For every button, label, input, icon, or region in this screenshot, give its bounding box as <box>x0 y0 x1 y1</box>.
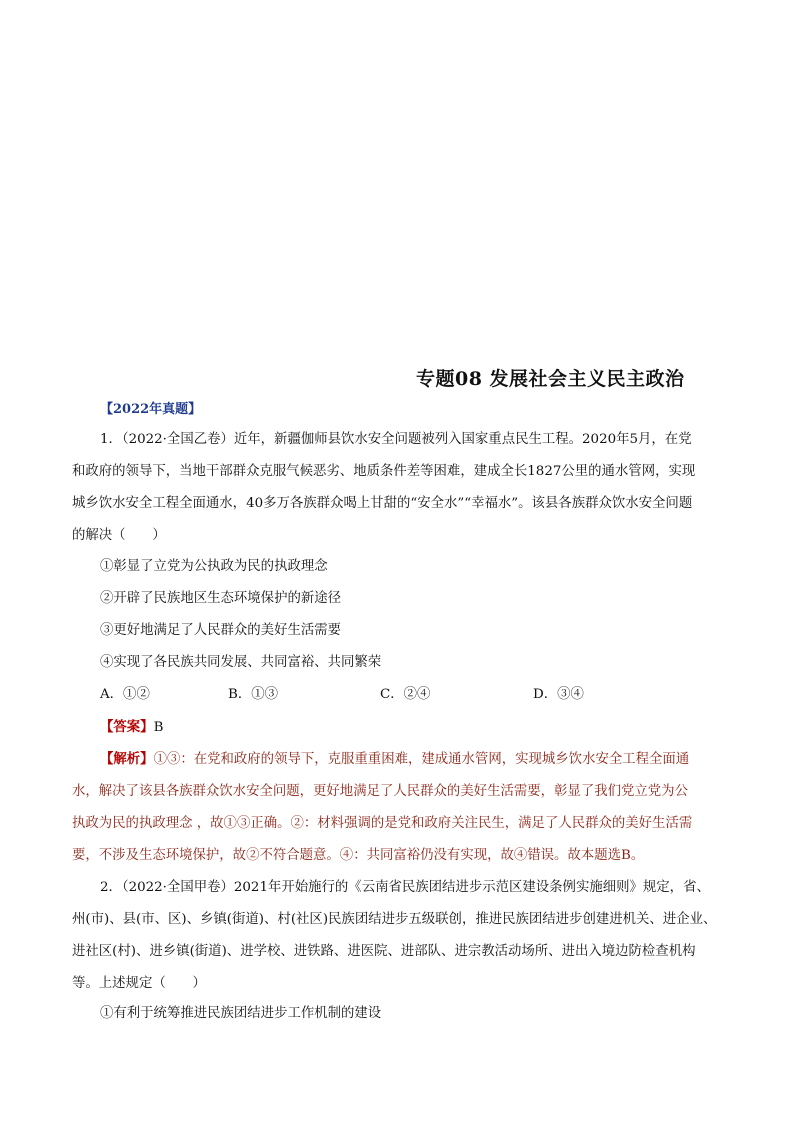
page-title: 专题08 发展社会主义民主政治 <box>416 368 685 390</box>
q2-stem-line: 州(市)、县(市、区)、乡镇(街道)、村(社区)民族团结进步五级联创，推进民族团结进步创建进机关、进企业、 <box>72 912 717 927</box>
choice-b: B．①③ <box>228 687 279 702</box>
analysis-line: 执政为民的执政理念 ，故①③正确。②：材料强调的是党和政府关注民生，满足了人民群众的美好生活需 <box>72 816 693 831</box>
q1-stem-line: 的解决（ ） <box>72 528 166 543</box>
q1-stem-line: 和政府的领导下，当地干部群众克服气候恶劣、地质条件差等困难，建成全长1827公里的通水管网，实现 <box>72 464 696 479</box>
answer-value: B <box>153 720 164 735</box>
choice-d: D．③④ <box>533 687 584 702</box>
analysis-line-first <box>72 743 726 776</box>
analysis-line: 要，不涉及生态环境保护，故②不符合题意。④：共同富裕仍没有实现，故④错误。故本题选B。 <box>72 848 645 863</box>
q1-stem-line: 城乡饮水安全工程全面通水，40多万各族群众喝上甘甜的“安全水”“幸福水”。该县各族群众饮水安全问题 <box>72 496 693 511</box>
analysis-text: ①③：在党和政府的领导下，克服重重困难，建成通水管网，实现城乡饮水安全工程全面通 <box>153 752 690 767</box>
q1-option-1: ①彰显了立党为公执政为民的执政理念 <box>100 559 328 574</box>
choice-c: C．②④ <box>380 687 431 702</box>
section-tag-2022: 【2022年真题】 <box>100 402 202 417</box>
analysis-label: 【解析】 <box>100 751 154 767</box>
q2-stem-line: 等。上述规定（ ） <box>72 976 206 991</box>
q2-option-1: ①有利于统筹推进民族团结进步工作机制的建设 <box>100 1006 382 1021</box>
q1-analysis <box>72 743 726 872</box>
q2-stem-line: 2．（2022·全国甲卷）2021年开始施行的《云南省民族团结进步示范区建设条例实施细则》规定，省、 <box>100 880 710 895</box>
q1-option-4: ④实现了各民族共同发展、共同富裕、共同繁荣 <box>100 655 382 670</box>
answer-label: 【答案】 <box>100 719 154 735</box>
q1-option-2: ②开辟了民族地区生态环境保护的新途径 <box>100 591 342 606</box>
q1-stem-line: 1．（2022·全国乙卷）近年，新疆伽师县饮水安全问题被列入国家重点民生工程。2020年5月，在党 <box>100 432 692 447</box>
q2-stem-line: 进社区(村)、进乡镇(街道)、进学校、进铁路、进医院、进部队、进宗教活动场所、进出入境边防检查机构 <box>72 944 696 959</box>
q1-option-3: ③更好地满足了人民群众的美好生活需要 <box>100 623 342 638</box>
analysis-line: 水，解决了该县各族群众饮水安全问题，更好地满足了人民群众的美好生活需要，彰显了我们党立党为公 <box>72 784 688 799</box>
choice-a: A．①② <box>100 687 150 702</box>
q1-answer <box>100 711 163 744</box>
question-1-stem <box>72 424 726 552</box>
question-2-stem <box>72 872 726 1000</box>
